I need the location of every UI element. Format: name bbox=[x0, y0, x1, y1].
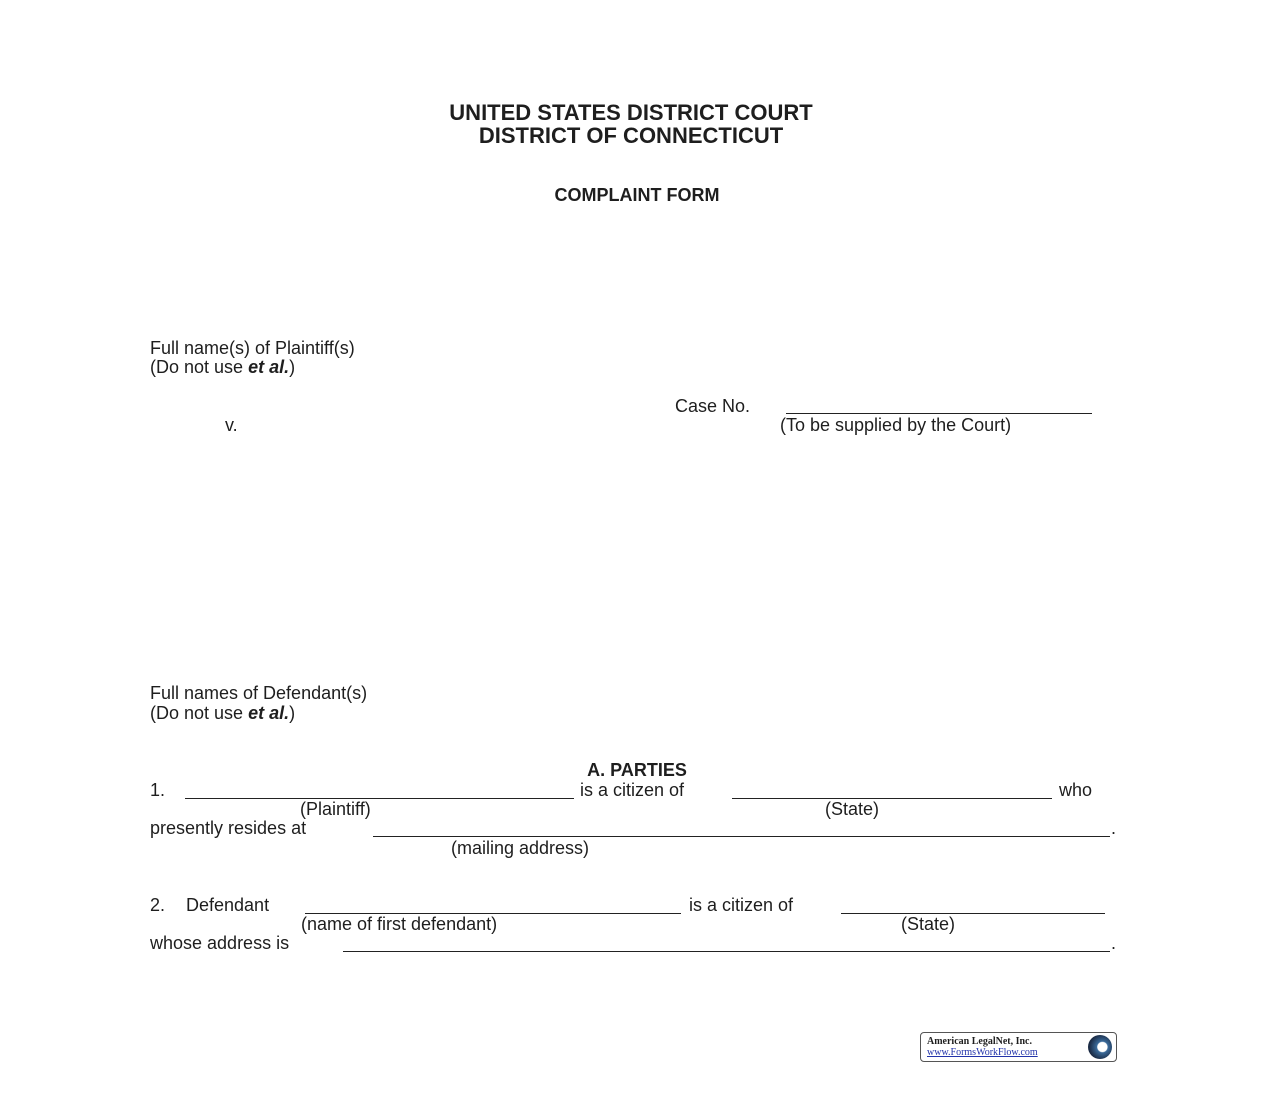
item-number: 2. bbox=[150, 895, 166, 915]
note-text: (Do not use bbox=[150, 357, 249, 377]
court-name: UNITED STATES DISTRICT COURT bbox=[449, 100, 813, 125]
citizen-text: is a citizen of bbox=[580, 780, 685, 800]
note-text: (Do not use bbox=[150, 703, 249, 723]
defendant-text: Defendant bbox=[186, 895, 270, 915]
globe-icon bbox=[1088, 1035, 1112, 1059]
address-text: whose address is bbox=[150, 933, 290, 953]
item-number: 1. bbox=[150, 780, 166, 800]
logo-name: American LegalNet, Inc. bbox=[927, 1036, 1032, 1047]
et-al-text: et al. bbox=[248, 703, 290, 723]
logo-url-link[interactable]: www.FormsWorkFlow.com bbox=[927, 1047, 1038, 1058]
who-text: who bbox=[1059, 780, 1093, 800]
versus-text: v. bbox=[225, 415, 238, 435]
state-hint: (State) bbox=[901, 914, 956, 934]
form-title: COMPLAINT FORM bbox=[554, 185, 720, 205]
resides-text: presently resides at bbox=[150, 818, 307, 838]
case-no-label: Case No. bbox=[675, 396, 751, 416]
defendant-label: Full names of Defendant(s) bbox=[150, 683, 368, 703]
plaintiff-name-field[interactable] bbox=[185, 778, 574, 799]
note-text: ) bbox=[289, 703, 296, 723]
defendant-hint: (name of first defendant) bbox=[301, 914, 498, 934]
parties-heading: A. PARTIES bbox=[587, 760, 687, 780]
american-legalnet-logo[interactable] bbox=[920, 1032, 1117, 1062]
defendant-name-field[interactable] bbox=[305, 893, 681, 914]
citizen-text: is a citizen of bbox=[689, 895, 794, 915]
defendant-note bbox=[150, 703, 295, 723]
defendant-address-field[interactable] bbox=[343, 931, 1110, 952]
plaintiff-address-field[interactable] bbox=[373, 816, 1110, 837]
district-name: DISTRICT OF CONNECTICUT bbox=[478, 123, 784, 148]
plaintiff-note bbox=[150, 357, 295, 377]
et-al-text: et al. bbox=[248, 357, 290, 377]
case-no-field[interactable] bbox=[786, 393, 1092, 414]
note-text: ) bbox=[289, 357, 296, 377]
plaintiff-state-field[interactable] bbox=[732, 778, 1052, 799]
address-hint: (mailing address) bbox=[451, 838, 590, 858]
period: . bbox=[1111, 933, 1117, 953]
state-hint: (State) bbox=[825, 799, 880, 819]
case-no-note: (To be supplied by the Court) bbox=[780, 415, 1012, 435]
period: . bbox=[1111, 818, 1117, 838]
plaintiff-hint: (Plaintiff) bbox=[300, 799, 371, 819]
plaintiff-label: Full name(s) of Plaintiff(s) bbox=[150, 338, 355, 358]
defendant-state-field[interactable] bbox=[841, 893, 1105, 914]
